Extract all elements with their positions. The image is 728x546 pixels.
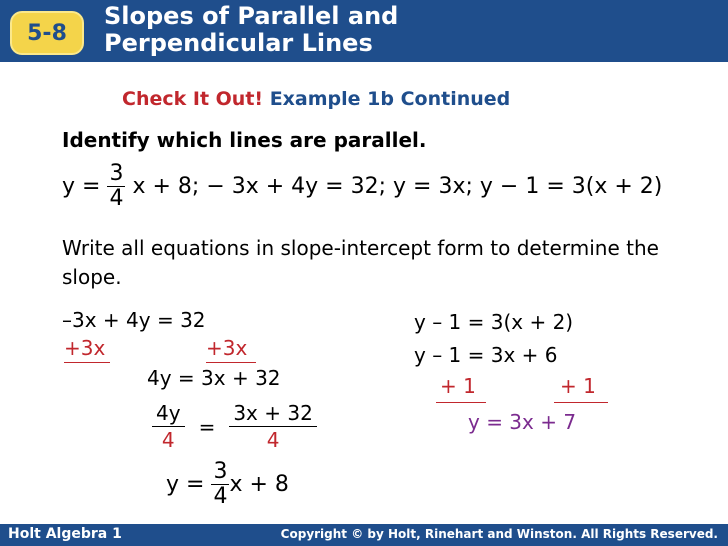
problem-prompt: Identify which lines are parallel. [62,128,427,152]
result-fraction [211,460,229,509]
div-num-left: 4y [152,400,185,427]
eq1-rest: x + 8; [132,174,200,199]
result-denominator: 4 [213,484,228,509]
equations-line [62,162,662,211]
eq3: y = 3x; [393,174,473,199]
left-step-3: 4y = 3x + 32 [147,366,281,390]
left-result [166,460,289,509]
left-add-left: +3x [64,336,106,360]
eq1-denominator: 4 [109,186,124,211]
right-add-left-underline [436,402,486,403]
eq4: y − 1 = 3(x + 2) [479,174,663,199]
div-fraction-right [229,400,316,453]
result-lhs: y = [166,472,205,497]
header-bar [0,0,728,62]
left-add-right: +3x [206,336,248,360]
right-step-1: y – 1 = 3(x + 2) [414,310,574,334]
left-add-right-underline [206,362,256,363]
lesson-title [104,3,704,57]
div-den-left: 4 [161,428,175,452]
result-rest: x + 8 [229,472,289,497]
result-numerator: 3 [213,459,228,484]
div-fraction-left [152,400,185,453]
right-add-right-underline [554,402,608,403]
div-equals: = [198,414,216,439]
eq2: − 3x + 4y = 32; [206,174,387,199]
lesson-title-line2: Perpendicular Lines [104,29,373,57]
eq1-numerator: 3 [109,161,124,186]
eq1-lhs: y = [62,174,101,199]
right-add-left: + 1 [440,374,476,398]
example-label: Example 1b Continued [269,88,511,110]
example-subtitle [122,88,510,110]
right-result: y = 3x + 7 [468,410,577,434]
instruction-text: Write all equations in slope-intercept form to determine the slope. [62,236,659,289]
footer-course: Holt Algebra 1 [8,526,122,542]
right-step-2: y – 1 = 3x + 6 [414,343,558,367]
eq1-fraction [107,162,125,211]
left-add-left-underline [64,362,110,363]
lesson-number-badge: 5-8 [10,11,84,55]
footer-copyright: Copyright © by Holt, Rinehart and Winston. All Rights Reserved. [280,527,718,541]
div-den-right: 4 [266,428,280,452]
left-step-1: –3x + 4y = 32 [62,308,206,332]
div-num-right: 3x + 32 [229,400,316,427]
right-add-right: + 1 [560,374,596,398]
lesson-title-line1: Slopes of Parallel and [104,2,399,30]
left-division-step [152,400,317,453]
check-it-out-label: Check It Out! [122,88,264,110]
footer-bar [0,524,728,546]
